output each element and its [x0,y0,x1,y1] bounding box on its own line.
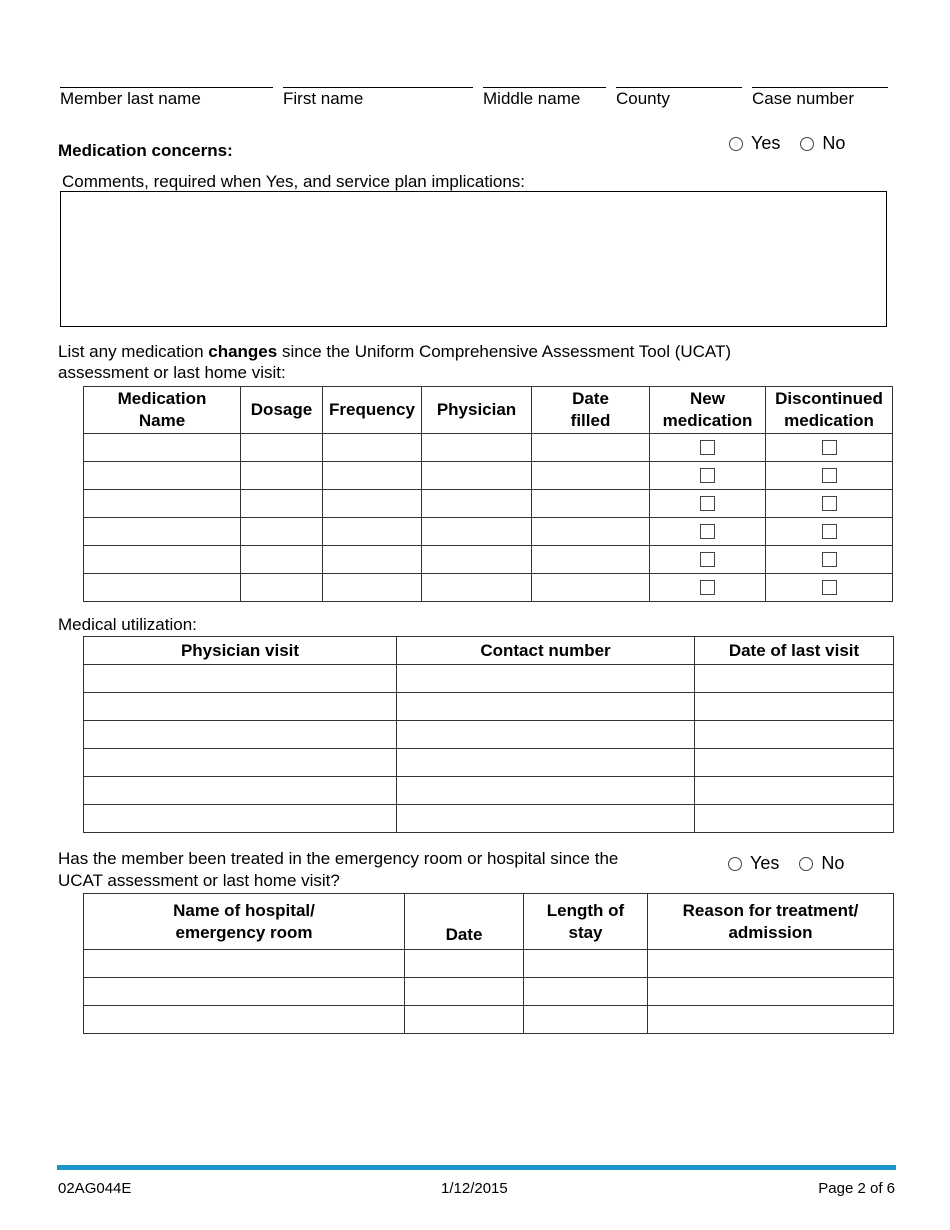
table-row [84,978,894,1006]
table-cell[interactable] [695,777,894,805]
county-field[interactable] [616,87,742,113]
col-medication-name: Medication Name [84,387,241,434]
table-cell[interactable] [241,574,323,602]
col-contact-number: Contact number [397,637,695,665]
discontinued-medication-checkbox[interactable] [822,552,837,567]
table-cell[interactable] [241,490,323,518]
case-number-field[interactable] [752,87,888,113]
new-medication-checkbox[interactable] [700,552,715,567]
table-row [84,546,893,574]
table-cell[interactable] [323,462,422,490]
new-medication-checkbox[interactable] [700,468,715,483]
table-cell[interactable] [323,434,422,462]
table-cell[interactable] [422,546,532,574]
col-frequency: Frequency [323,387,422,434]
county-label: County [616,89,670,108]
col-length-of-stay: Length of stay [524,894,648,950]
form-id: 02AG044E [58,1180,132,1197]
table-cell[interactable] [648,1006,894,1034]
table-cell[interactable] [323,518,422,546]
table-cell[interactable] [524,1006,648,1034]
table-cell[interactable] [84,721,397,749]
table-cell[interactable] [695,749,894,777]
table-cell[interactable] [532,518,650,546]
table-cell[interactable] [648,950,894,978]
table-cell [650,434,766,462]
table-cell[interactable] [422,462,532,490]
table-cell[interactable] [84,546,241,574]
col-dosage: Dosage [241,387,323,434]
table-cell[interactable] [524,950,648,978]
table-cell[interactable] [397,777,695,805]
col-date-of-last-visit: Date of last visit [695,637,894,665]
medical-utilization-label: Medical utilization: [58,615,197,634]
middle-name-field[interactable] [483,87,606,113]
col-hospital-name: Name of hospital/ emergency room [84,894,405,950]
table-cell[interactable] [323,574,422,602]
radio-circle-icon [729,137,743,151]
table-cell [766,434,893,462]
col-physician: Physician [422,387,532,434]
table-row [84,1006,894,1034]
table-cell[interactable] [422,574,532,602]
table-row [84,805,894,833]
table-cell [650,490,766,518]
table-cell[interactable] [532,490,650,518]
table-cell[interactable] [323,546,422,574]
discontinued-medication-checkbox[interactable] [822,524,837,539]
table-cell[interactable] [695,805,894,833]
new-medication-checkbox[interactable] [700,580,715,595]
table-row [84,950,894,978]
table-cell[interactable] [405,950,524,978]
discontinued-medication-checkbox[interactable] [822,496,837,511]
med-changes-intro-line2: assessment or last home visit: [58,363,286,382]
medical-utilization-table [83,636,894,833]
new-medication-checkbox[interactable] [700,440,715,455]
table-cell[interactable] [84,1006,405,1034]
radio-circle-icon [728,857,742,871]
table-row [84,518,893,546]
discontinued-medication-checkbox[interactable] [822,440,837,455]
new-medication-checkbox[interactable] [700,524,715,539]
table-cell[interactable] [84,518,241,546]
table-cell [650,574,766,602]
table-cell[interactable] [397,693,695,721]
medication-concerns-no-radio[interactable]: No [800,133,845,154]
table-cell[interactable] [323,490,422,518]
table-cell[interactable] [422,490,532,518]
new-medication-checkbox[interactable] [700,496,715,511]
table-cell[interactable] [84,805,397,833]
table-cell [650,546,766,574]
radio-circle-icon [800,137,814,151]
table-row [84,490,893,518]
medication-concerns-title: Medication concerns: [58,141,233,160]
table-cell [766,518,893,546]
discontinued-medication-checkbox[interactable] [822,468,837,483]
table-cell [766,490,893,518]
col-discontinued-medication: Discontinued medication [766,387,893,434]
table-cell [766,574,893,602]
medication-concerns-yes-radio[interactable]: Yes [729,133,780,154]
comments-textarea[interactable] [60,191,887,327]
member-last-name-label: Member last name [60,89,201,108]
table-cell[interactable] [241,546,323,574]
table-cell[interactable] [241,434,323,462]
table-cell [766,546,893,574]
case-number-label: Case number [752,89,855,108]
page-number: Page 2 of 6 [818,1180,895,1197]
table-cell [766,462,893,490]
table-cell[interactable] [532,546,650,574]
table-cell[interactable] [422,518,532,546]
table-cell[interactable] [695,721,894,749]
form-date: 1/12/2015 [441,1180,508,1197]
table-cell[interactable] [84,693,397,721]
er-no-radio[interactable]: No [799,853,844,874]
radio-circle-icon [799,857,813,871]
table-cell[interactable] [405,978,524,1006]
table-cell[interactable] [397,749,695,777]
medication-concerns-radio-group [729,133,865,154]
discontinued-medication-checkbox[interactable] [822,580,837,595]
first-name-label: First name [283,89,364,108]
table-row [84,749,894,777]
table-cell[interactable] [524,978,648,1006]
member-last-name-field[interactable] [60,87,273,113]
table-cell[interactable] [397,721,695,749]
table-row [84,777,894,805]
table-cell[interactable] [84,434,241,462]
table-cell[interactable] [84,978,405,1006]
col-new-medication: New medication [650,387,766,434]
footer-rule [57,1165,896,1170]
middle-name-label: Middle name [483,89,581,108]
col-date-filled: Date filled [532,387,650,434]
table-cell[interactable] [532,462,650,490]
table-cell[interactable] [648,978,894,1006]
table-row [84,434,893,462]
first-name-field[interactable] [283,87,473,113]
table-cell[interactable] [241,462,323,490]
table-row [84,574,893,602]
table-cell[interactable] [84,574,241,602]
table-cell[interactable] [532,574,650,602]
er-radio-group [728,853,864,874]
col-physician-visit: Physician visit [84,637,397,665]
table-cell[interactable] [84,490,241,518]
table-cell[interactable] [695,665,894,693]
table-cell[interactable] [84,665,397,693]
table-row [84,721,894,749]
table-cell[interactable] [695,693,894,721]
er-question-line2: UCAT assessment or last home visit? [58,871,340,890]
table-cell [650,462,766,490]
table-row [84,693,894,721]
table-cell[interactable] [532,434,650,462]
medication-changes-table [83,386,893,602]
table-cell[interactable] [397,805,695,833]
table-row [84,462,893,490]
table-cell[interactable] [84,749,397,777]
col-reason-for-treatment: Reason for treatment/ admission [648,894,894,950]
er-yes-radio[interactable]: Yes [728,853,779,874]
table-cell[interactable] [397,665,695,693]
table-cell[interactable] [84,777,397,805]
col-date: Date [405,894,524,950]
table-row [84,665,894,693]
table-cell[interactable] [84,462,241,490]
hospital-treatment-table [83,893,894,1034]
table-cell[interactable] [241,518,323,546]
table-cell[interactable] [422,434,532,462]
med-changes-intro-line1: List any medication changes since the Uniform Comprehensive Assessment Tool (UCAT) [58,342,732,361]
table-cell[interactable] [84,950,405,978]
er-question-line1: Has the member been treated in the emergency room or hospital since the [58,849,619,868]
comments-label: Comments, required when Yes, and service plan implications: [62,172,526,191]
table-cell [650,518,766,546]
table-cell[interactable] [405,1006,524,1034]
